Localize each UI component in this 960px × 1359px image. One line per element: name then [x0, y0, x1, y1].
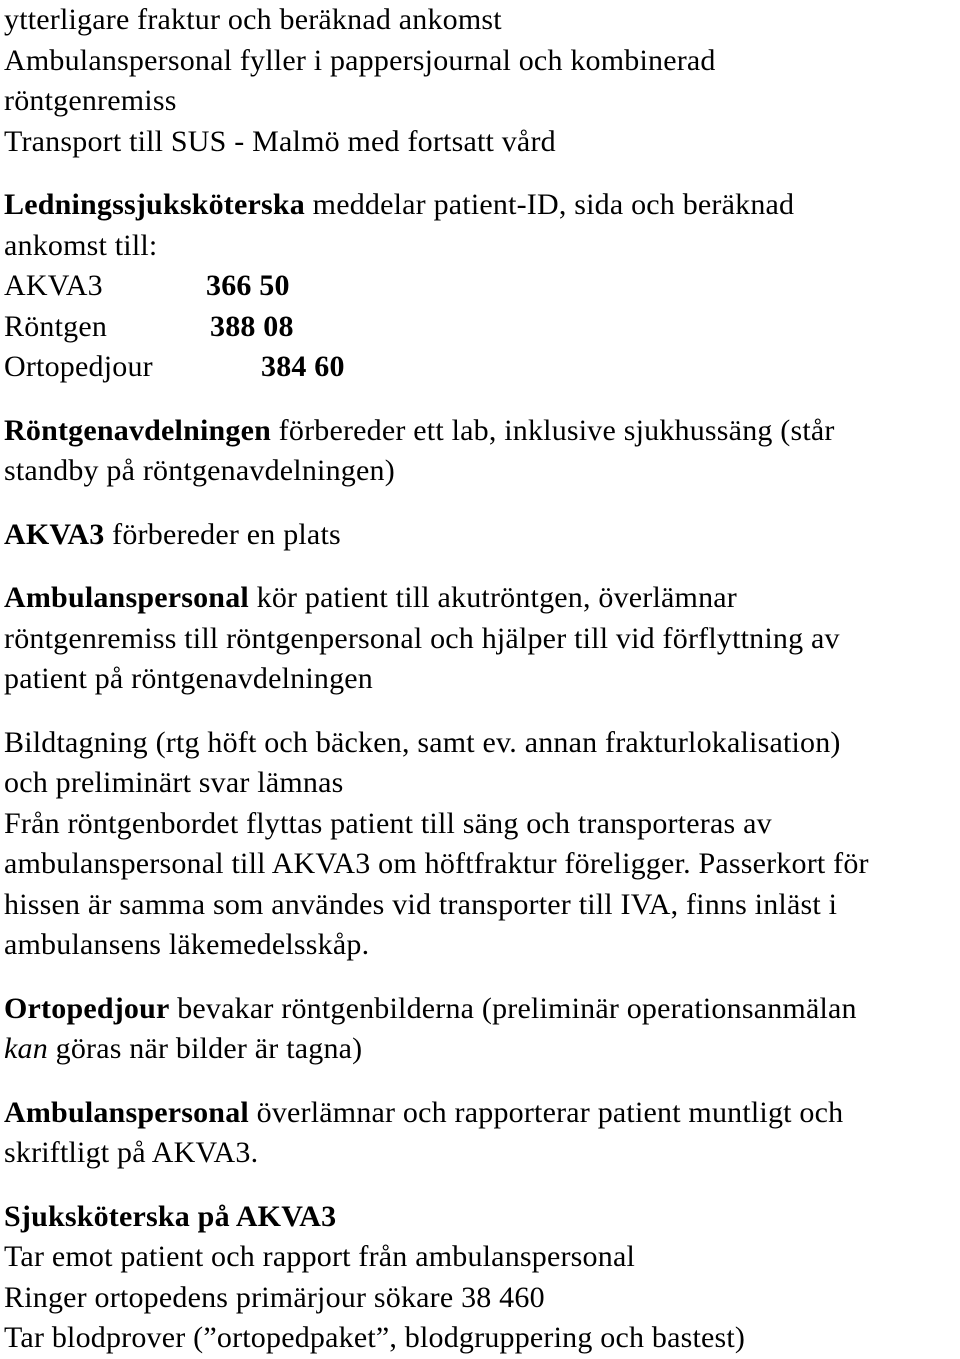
spacer	[4, 1070, 956, 1093]
paragraph-akva3	[4, 515, 956, 556]
spacer	[4, 555, 956, 578]
spacer	[4, 966, 956, 989]
text-span: göras när bilder är tagna)	[47, 1032, 363, 1065]
phone-row-ortopedjour	[4, 347, 956, 388]
paragraph-ledningssjukskoterska	[4, 185, 956, 388]
text-line	[4, 989, 956, 1030]
paragraph-ortopedjour	[4, 989, 956, 1070]
text-span: överlämnar och rapporterar patient muntligt och	[248, 1095, 844, 1129]
role-label: Röntgenavdelningen	[4, 413, 271, 447]
text-line: Bildtagning (rtg höft och bäcken, samt ev. annan frakturlokalisation)	[4, 725, 841, 759]
text-span: meddelar patient-ID, sida och beräknad	[304, 188, 795, 221]
paragraph-bildtagning	[4, 723, 956, 966]
text-line: Ambulanspersonal fyller i pappersjournal och kombinerad	[4, 43, 716, 77]
text-line: ytterligare fraktur och beräknad ankomst	[4, 3, 502, 36]
spacer	[4, 700, 956, 723]
role-label: Ledningssjuksköterska	[4, 188, 305, 221]
role-label: Ambulanspersonal	[4, 581, 249, 614]
paragraph-rontgenavdelningen	[4, 411, 956, 492]
phone-label: Röntgen	[4, 309, 108, 343]
text-line: Transport till SUS - Malmö med fortsatt vård	[4, 124, 556, 158]
text-line: skriftligt på AKVA3.	[4, 1136, 259, 1169]
role-label: Ortopedjour	[4, 991, 170, 1025]
phone-row-rontgen	[4, 307, 956, 348]
phone-label: Ortopedjour	[4, 350, 153, 383]
text-line: ankomst till:	[4, 228, 158, 262]
text-line: hissen är samma som användes vid transporter till IVA, finns inläst i	[4, 887, 838, 921]
text-line	[4, 578, 956, 619]
text-line: Tar emot patient och rapport från ambulanspersonal	[4, 1240, 636, 1273]
text-line: standby på röntgenavdelningen)	[4, 454, 395, 487]
text-line: röntgenremiss	[4, 84, 177, 117]
text-span: förbereder en plats	[104, 517, 341, 551]
text-line	[4, 411, 956, 452]
italic-word: kan	[4, 1032, 48, 1065]
text-line: och preliminärt svar lämnas	[4, 766, 344, 799]
phone-label: AKVA3	[4, 269, 103, 302]
phone-row-akva3	[4, 266, 956, 307]
text-line: patient på röntgenavdelningen	[4, 662, 374, 695]
document-page	[4, 0, 956, 1359]
text-line: Tar blodprover (”ortopedpaket”, blodgruppering och bastest)	[4, 1321, 746, 1354]
text-line: röntgenremiss till röntgenpersonal och hjälper till vid förflyttning av	[4, 621, 840, 655]
spacer	[4, 1174, 956, 1197]
text-line	[4, 185, 956, 226]
spacer	[4, 162, 956, 185]
phone-number: 366 50	[206, 269, 290, 302]
text-line	[4, 1029, 956, 1070]
text-line	[4, 515, 956, 556]
paragraph-ambulanspersonal-2	[4, 1093, 956, 1174]
paragraph-ambulanspersonal-1	[4, 578, 956, 700]
section-heading: Sjuksköterska på AKVA3	[4, 1199, 337, 1233]
text-line: ambulansens läkemedelsskåp.	[4, 928, 370, 961]
text-line: ambulanspersonal till AKVA3 om höftfraktur föreligger. Passerkort för	[4, 847, 869, 880]
role-label: AKVA3	[4, 517, 105, 551]
phone-number: 384 60	[261, 350, 345, 383]
phone-number: 388 08	[210, 309, 294, 343]
text-span: förbereder ett lab, inklusive sjukhussäng (står	[270, 413, 835, 447]
text-span: bevakar röntgenbilderna (preliminär operationsanmälan	[169, 991, 857, 1025]
text-line	[4, 1093, 956, 1134]
text-line: Ringer ortopedens primärjour sökare 38 460	[4, 1280, 545, 1314]
spacer	[4, 492, 956, 515]
text-span: kör patient till akutröntgen, överlämnar	[248, 581, 737, 614]
paragraph-transport	[4, 0, 956, 162]
role-label: Ambulanspersonal	[4, 1095, 249, 1129]
spacer	[4, 388, 956, 411]
paragraph-sjukskoterska-akva3	[4, 1197, 956, 1359]
text-line: Från röntgenbordet flyttas patient till säng och transporteras av	[4, 806, 772, 840]
